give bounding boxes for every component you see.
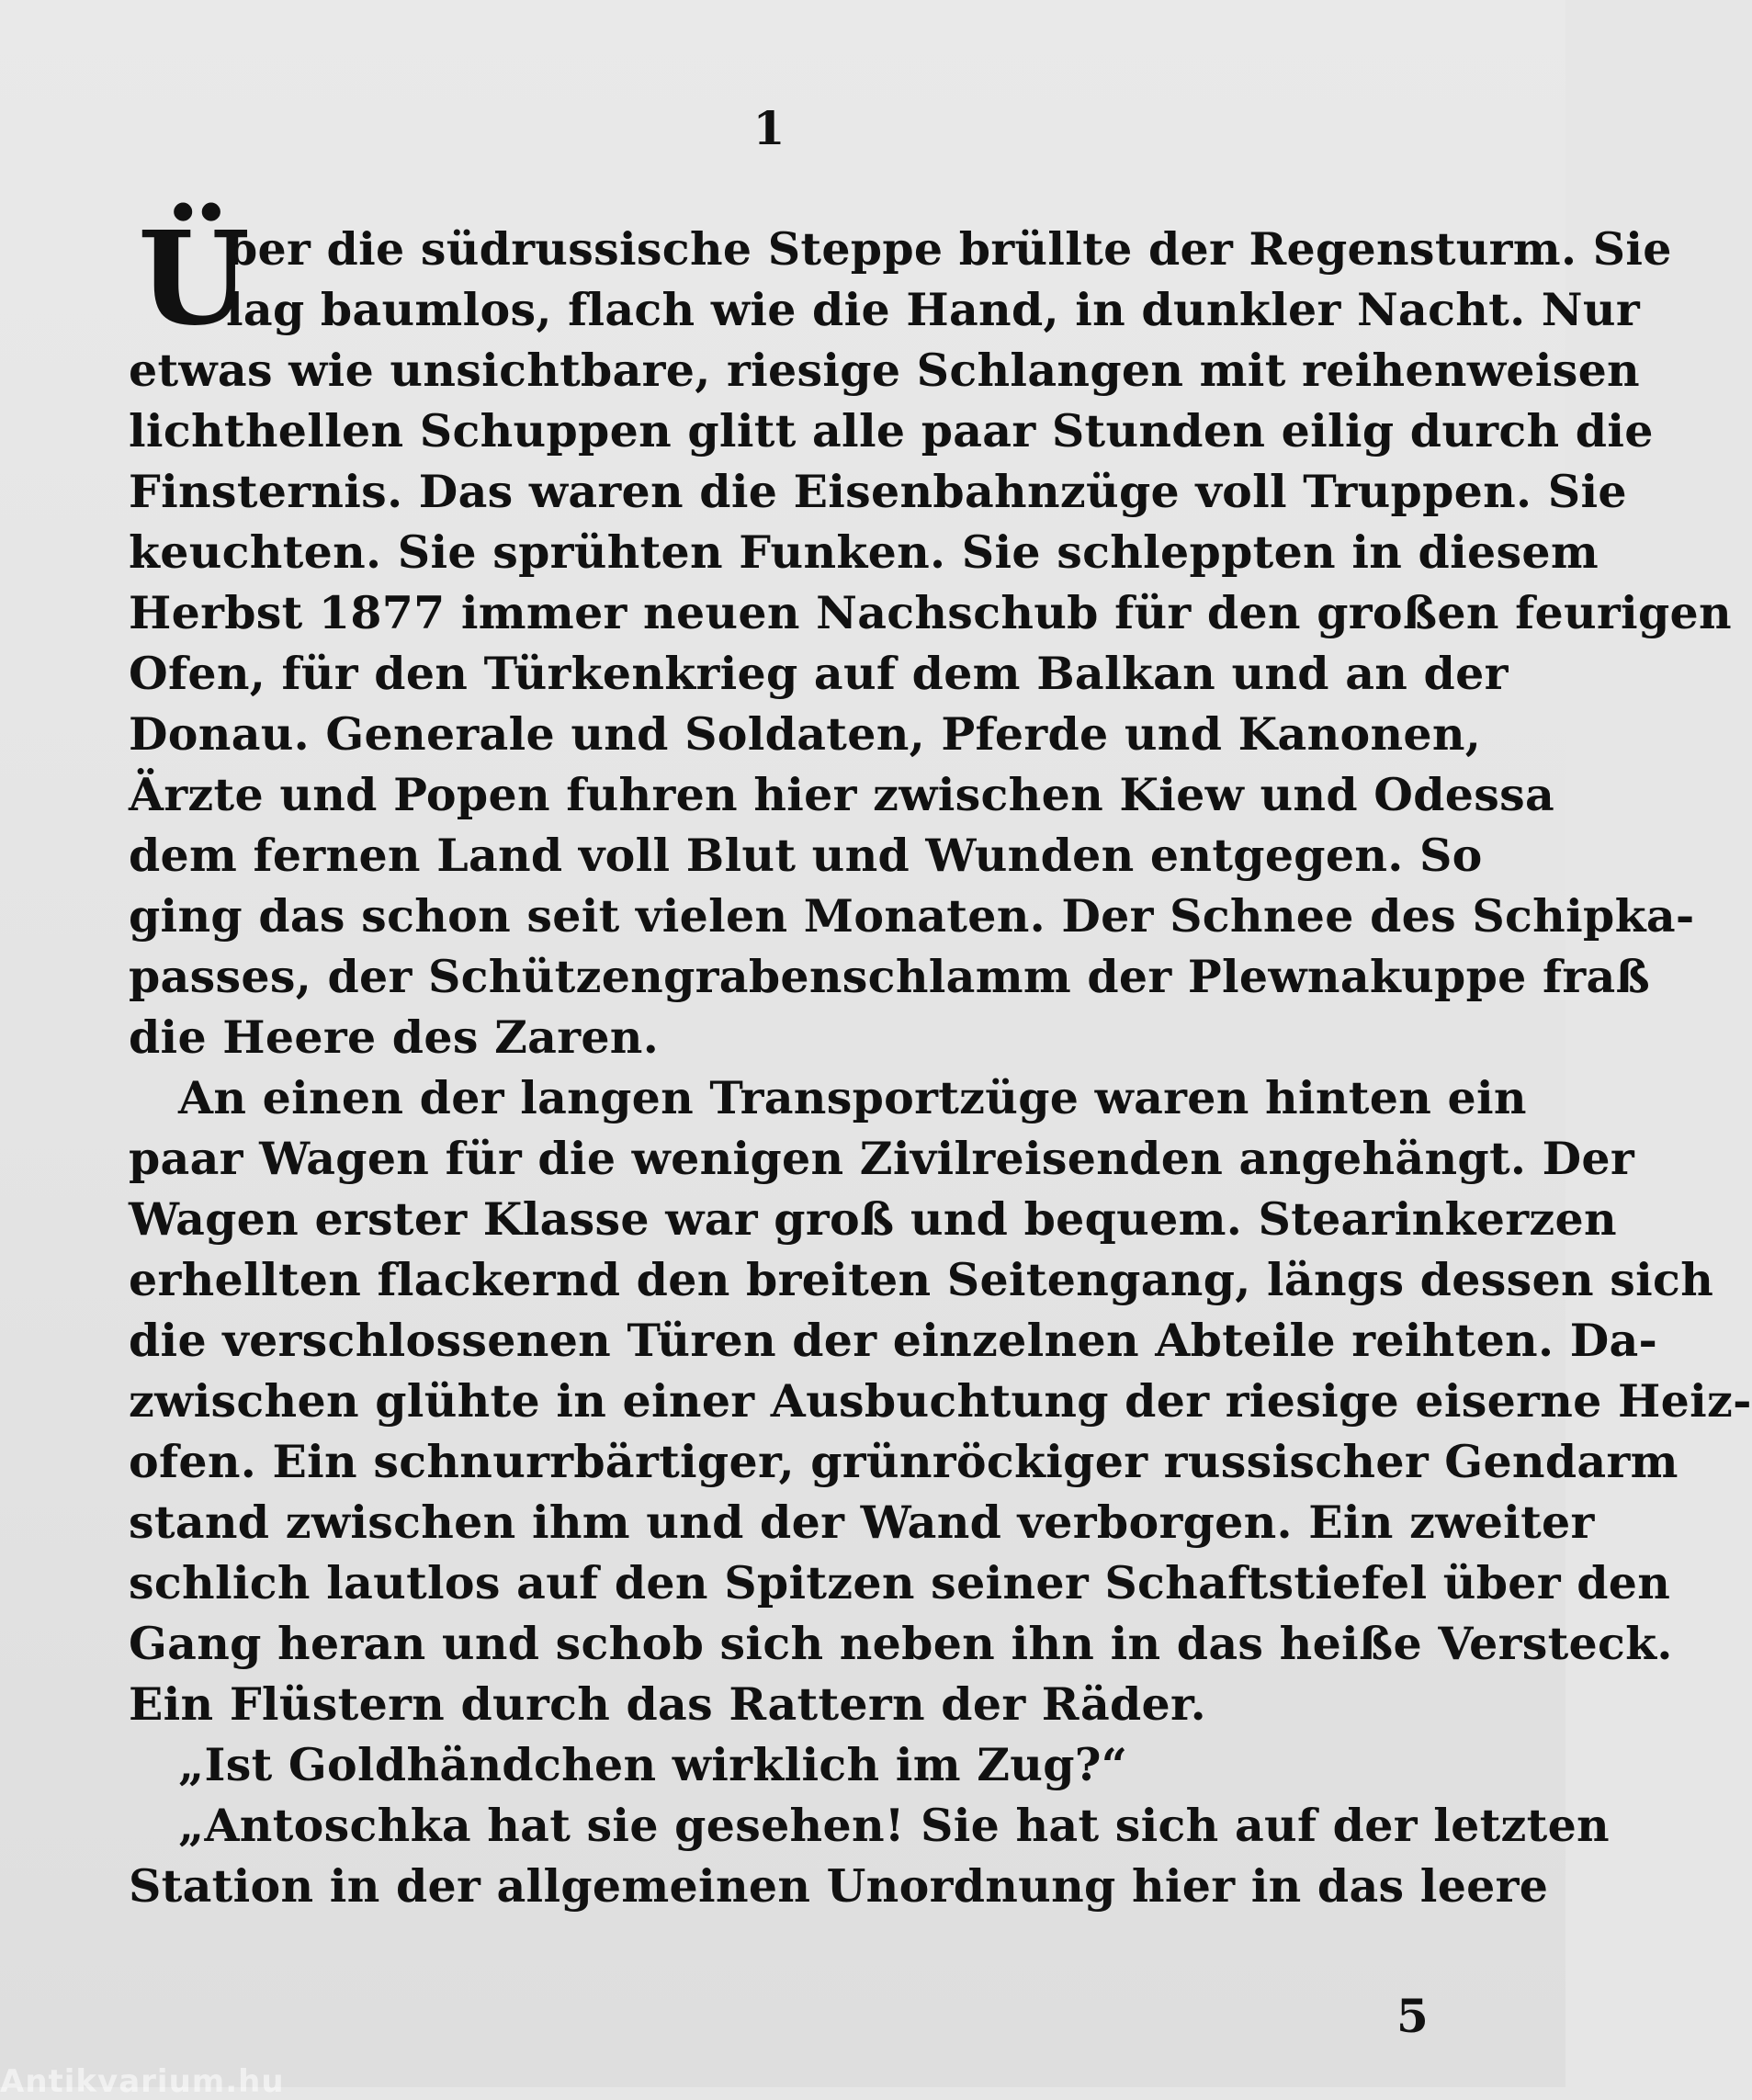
text-line: „Antoschka hat sie gesehen! Sie hat sich auf der letzten (178, 1799, 1610, 1852)
text-line: passes, der Schützengrabenschlamm der Plewnakuppe fraß (129, 950, 1651, 1003)
paragraph (129, 219, 1732, 1067)
text-line: ofen. Ein schnurrbärtiger, grünröckiger russischer Gendarm (129, 1435, 1679, 1488)
text-line: etwas wie unsichtbare, riesige Schlangen mit reihenweisen (129, 344, 1640, 397)
text-line: paar Wagen für die wenigen Zivilreisenden angehängt. Der (129, 1132, 1634, 1185)
chapter-number: 1 (752, 101, 786, 155)
text-line: An einen der langen Transportzüge waren hinten ein (178, 1071, 1527, 1124)
text-line: Wagen erster Klasse war groß und bequem. Stearinkerzen (129, 1192, 1617, 1246)
page-number: 5 (1396, 1989, 1429, 2043)
text-line: lichthellen Schuppen glitt alle paar Stunden eilig durch die (129, 404, 1654, 457)
text-line: die verschlossenen Türen der einzelnen Abteile reihten. Da- (129, 1314, 1658, 1367)
text-line: Ein Flüstern durch das Rattern der Räder. (129, 1677, 1207, 1731)
text-line: Ofen, für den Türkenkrieg auf dem Balkan und an der (129, 647, 1509, 700)
text-line: Gang heran und schob sich neben ihn in das heiße Versteck. (129, 1617, 1673, 1670)
text-line: Donau. Generale und Soldaten, Pferde und Kanonen, (129, 707, 1482, 761)
paragraph (129, 1067, 1752, 1734)
text-line: Station in der allgemeinen Unordnung hier in das leere (129, 1859, 1549, 1913)
text-line: Finsternis. Das waren die Eisenbahnzüge voll Truppen. Sie (129, 465, 1627, 518)
text-line: ber die südrussische Steppe brüllte der Regensturm. Sie (226, 222, 1672, 276)
text-line: zwischen glühte in einer Ausbuchtung der riesige eiserne Heiz- (129, 1374, 1752, 1428)
text-line: lag baumlos, flach wie die Hand, in dunkler Nacht. Nur (226, 283, 1640, 336)
text-line: stand zwischen ihm und der Wand verborgen. Ein zweiter (129, 1496, 1595, 1549)
paragraph (129, 1734, 1422, 1795)
watermark: Antikvarium.hu (0, 2063, 285, 2100)
text-line: „Ist Goldhändchen wirklich im Zug?“ (178, 1738, 1128, 1791)
text-line: die Heere des Zaren. (129, 1010, 660, 1064)
text-line: Herbst 1877 immer neuen Nachschub für den großen feurigen (129, 586, 1732, 639)
text-line: keuchten. Sie sprühten Funken. Sie schleppten in diesem (129, 525, 1599, 579)
drop-cap: Ü (138, 204, 251, 355)
text-line: ging das schon seit vielen Monaten. Der Schnee des Schipka- (129, 889, 1695, 943)
text-line: Ärzte und Popen fuhren hier zwischen Kiew und Odessa (129, 768, 1555, 821)
body-text (129, 204, 1752, 1916)
text-line: schlich lautlos auf den Spitzen seiner Schaftstiefel über den (129, 1556, 1671, 1609)
paragraph (129, 1795, 1610, 1916)
text-line: dem fernen Land voll Blut und Wunden entgegen. So (129, 829, 1483, 882)
text-line: erhellten flackernd den breiten Seitengang, längs dessen sich (129, 1253, 1714, 1306)
